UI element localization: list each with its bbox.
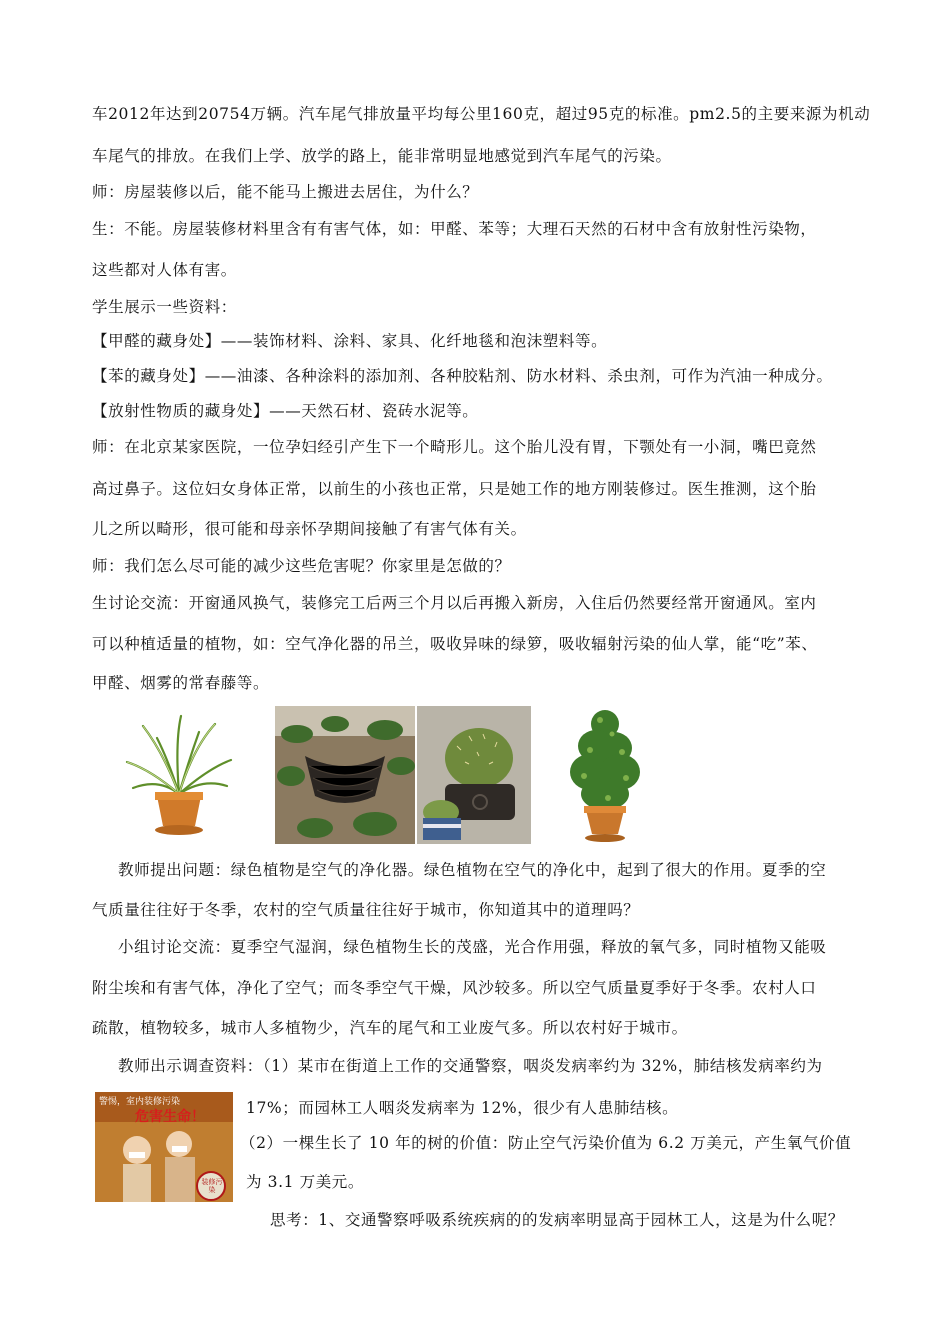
ivy-topiary-photo	[560, 706, 650, 844]
text-line-14: 生讨论交流：开窗通风换气，装修完工后两三个月以后再搬入新房，入住后仍然要经常开窗通风。室内	[92, 594, 817, 612]
text-line-3: 师：房屋装修以后，能不能马上搬进去居住，为什么？	[92, 183, 479, 201]
text-line-13: 师：我们怎么尽可能的减少这些危害呢？你家里是怎做的？	[92, 557, 511, 575]
text-line-22: 教师出示调查资料：（1）某市在街道上工作的交通警察，咽炎发病率约为 32%，肺结核发病率约为	[118, 1057, 823, 1075]
text-line-12: 儿之所以畸形，很可能和母亲怀孕期间接触了有害气体有关。	[92, 520, 527, 538]
text-line-15: 可以种植适量的植物，如：空气净化器的吊兰，吸收异味的绿箩，吸收辐射污染的仙人掌，能“吃”苯、	[92, 635, 818, 653]
text-line-9: 【放射性物质的藏身处】——天然石材、瓷砖水泥等。	[92, 402, 479, 420]
poster-stamp: 装修污染	[201, 1178, 223, 1194]
text-line-8: 【苯的藏身处】——油漆、各种涂料的添加剂、各种胶粘剂、防水材料、杀虫剂，可作为汽油一种成分。	[92, 367, 833, 385]
text-line-24: （2）一棵生长了 10 年的树的价值：防止空气污染价值为 6.2 万美元，产生氧气价值	[240, 1134, 852, 1152]
text-line-17: 教师提出问题：绿色植物是空气的净化器。绿色植物在空气的净化中，起到了很大的作用。夏季的空	[118, 861, 827, 879]
hanging-pothos-photo	[275, 706, 415, 844]
text-line-26: 思考：1、交通警察呼吸系统疾病的的发病率明显高于园林工人，这是为什么呢？	[270, 1211, 844, 1229]
spider-plant-photo	[123, 712, 235, 840]
poster-headline: 危害生命！	[135, 1109, 205, 1125]
text-line-21: 疏散，植物较多，城市人多植物少，汽车的尾气和工业废气多。所以农村好于城市。	[92, 1019, 688, 1037]
text-line-20: 附尘埃和有害气体，净化了空气；而冬季空气干燥，风沙较多。所以空气质量夏季好于冬季。农村人口	[92, 979, 817, 997]
text-line-5: 这些都对人体有害。	[92, 261, 237, 279]
text-line-11: 高过鼻子。这位妇女身体正常，以前生的小孩也正常，只是她工作的地方刚装修过。医生推测，这个胎	[92, 480, 817, 498]
text-line-4: 生：不能。房屋装修材料里含有有害气体，如：甲醛、苯等；大理石天然的石材中含有放射性污染物，	[92, 220, 817, 238]
text-line-2: 车尾气的排放。在我们上学、放学的路上，能非常明显地感觉到汽车尾气的污染。	[92, 147, 672, 165]
poster-caption: 警惕，室内装修污染	[99, 1097, 181, 1107]
text-line-10: 师：在北京某家医院，一位孕妇经引产生下一个畸形儿。这个胎儿没有胃，下颚处有一小洞，嘴巴竟然	[92, 438, 817, 456]
text-line-1: 车2012年达到20754万辆。汽车尾气排放量平均每公里160克，超过95克的标准。pm2.5的主要来源为机动	[92, 105, 871, 123]
text-line-6: 学生展示一些资料：	[92, 298, 237, 316]
text-line-23: 17%；而园林工人咽炎发病率为 12%，很少有人患肺结核。	[246, 1099, 679, 1117]
text-line-7: 【甲醛的藏身处】——装饰材料、涂料、家具、化纤地毯和泡沫塑料等。	[92, 332, 608, 350]
indoor-pollution-poster	[95, 1092, 233, 1202]
text-line-16: 甲醛、烟雾的常春藤等。	[92, 674, 270, 692]
text-line-25: 为 3.1 万美元。	[246, 1173, 365, 1191]
text-line-18: 气质量往往好于冬季，农村的空气质量往往好于城市，你知道其中的道理吗？	[92, 901, 640, 919]
text-line-19: 小组讨论交流：夏季空气湿润，绿色植物生长的茂盛，光合作用强，释放的氧气多，同时植物又能吸	[118, 938, 827, 956]
cactus-photo	[417, 706, 531, 844]
